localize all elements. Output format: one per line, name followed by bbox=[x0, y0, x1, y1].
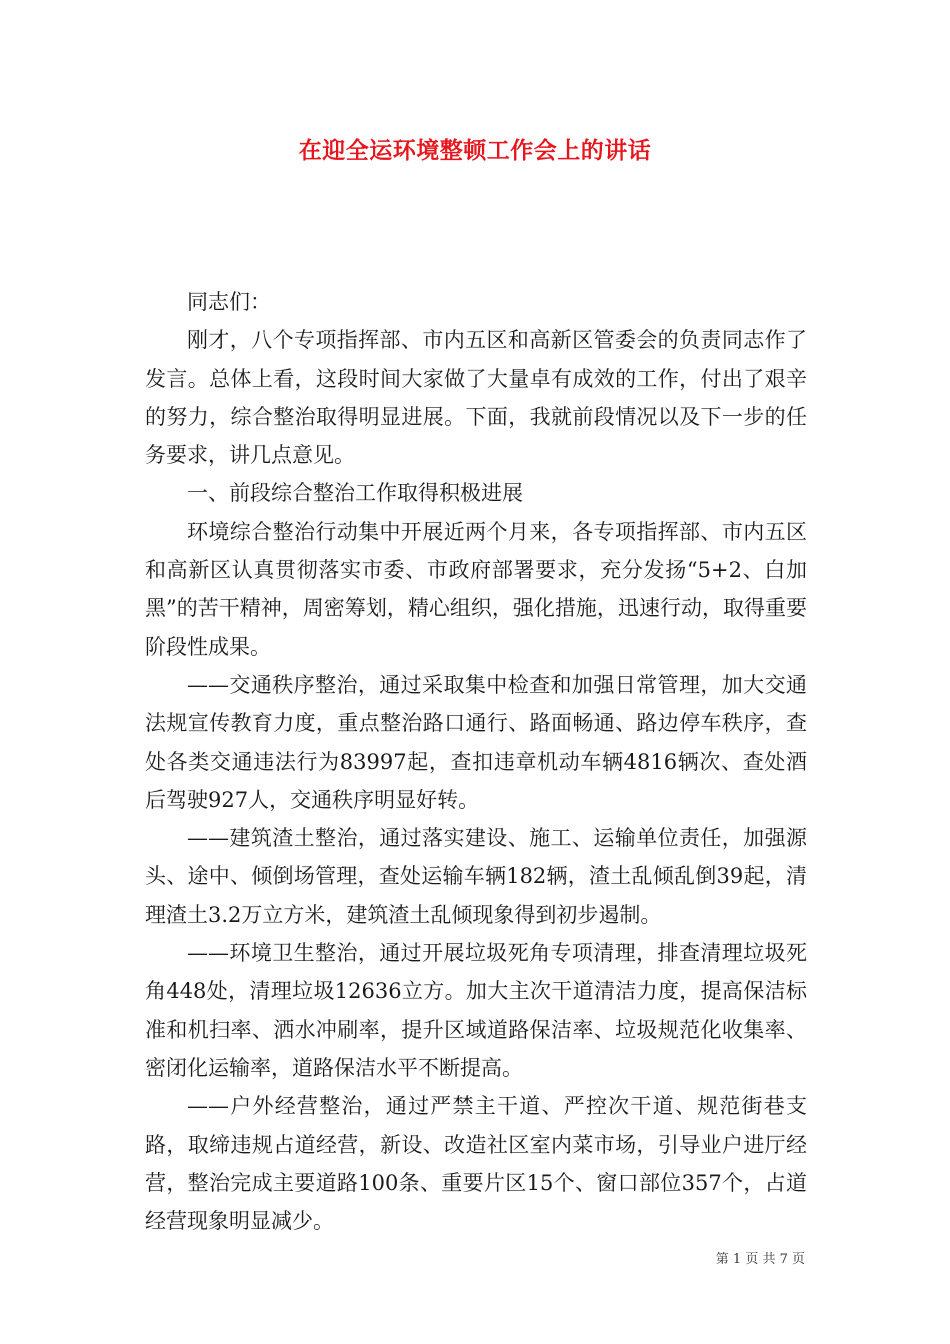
document-title: 在迎全运环境整顿工作会上的讲话 bbox=[298, 137, 652, 164]
section-heading: 一、前段综合整治工作取得积极进展 bbox=[187, 481, 523, 506]
body-paragraph: ——户外经营整治，通过严禁主干道、严控次干道、规范街巷支路，取缔违规占道经营，新设、改造社区室内菜市场，引导业户进厅经营，整治完成主要道路100条、重要片区15个、窗口部位357个，占道经营现象明显减少。 bbox=[145, 1094, 807, 1234]
body-paragraph: ——交通秩序整治，通过采取集中检查和加强日常管理，加大交通法规宣传教育力度，重点整治路口通行、路面畅通、路边停车秩序，查处各类交通违法行为83997起，查扣违章机动车辆4816辆次、查处酒后驾驶927人，交通秩序明显好转。 bbox=[145, 672, 807, 812]
body-paragraph: ——环境卫生整治，通过开展垃圾死角专项清理，排查清理垃圾死角448处，清理垃圾12636立方。加大主次干道清洁力度，提高保洁标准和机扫率、洒水冲刷率，提升区域道路保洁率、垃圾规范化收集率、密闭化运输率，道路保洁水平不断提高。 bbox=[145, 941, 807, 1080]
body-paragraph: 刚才，八个专项指挥部、市内五区和高新区管委会的负责同志作了发言。总体上看，这段时间大家做了大量卓有成效的工作，付出了艰辛的努力，综合整治取得明显进展。下面，我就前段情况以及下一步的任务要求，讲几点意见。 bbox=[145, 328, 807, 468]
document-body bbox=[145, 283, 807, 1240]
page-number-footer: 第 1 页 共 7 页 bbox=[715, 1252, 805, 1267]
salutation: 同志们： bbox=[187, 290, 271, 314]
body-paragraph: ——建筑渣土整治，通过落实建设、施工、运输单位责任，加强源头、途中、倾倒场管理，查处运输车辆182辆，渣土乱倾乱倒39起，清理渣土3.2万立方米，建筑渣土乱倾现象得到初步遏制。 bbox=[145, 826, 807, 927]
body-paragraph: 环境综合整治行动集中开展近两个月来，各专项指挥部、市内五区和高新区认真贯彻落实市委、市政府部署要求，充分发扬“5+2、白加黑”的苦干精神，周密筹划，精心组织，强化措施，迅速行动，取得重要阶段性成果。 bbox=[145, 519, 807, 659]
